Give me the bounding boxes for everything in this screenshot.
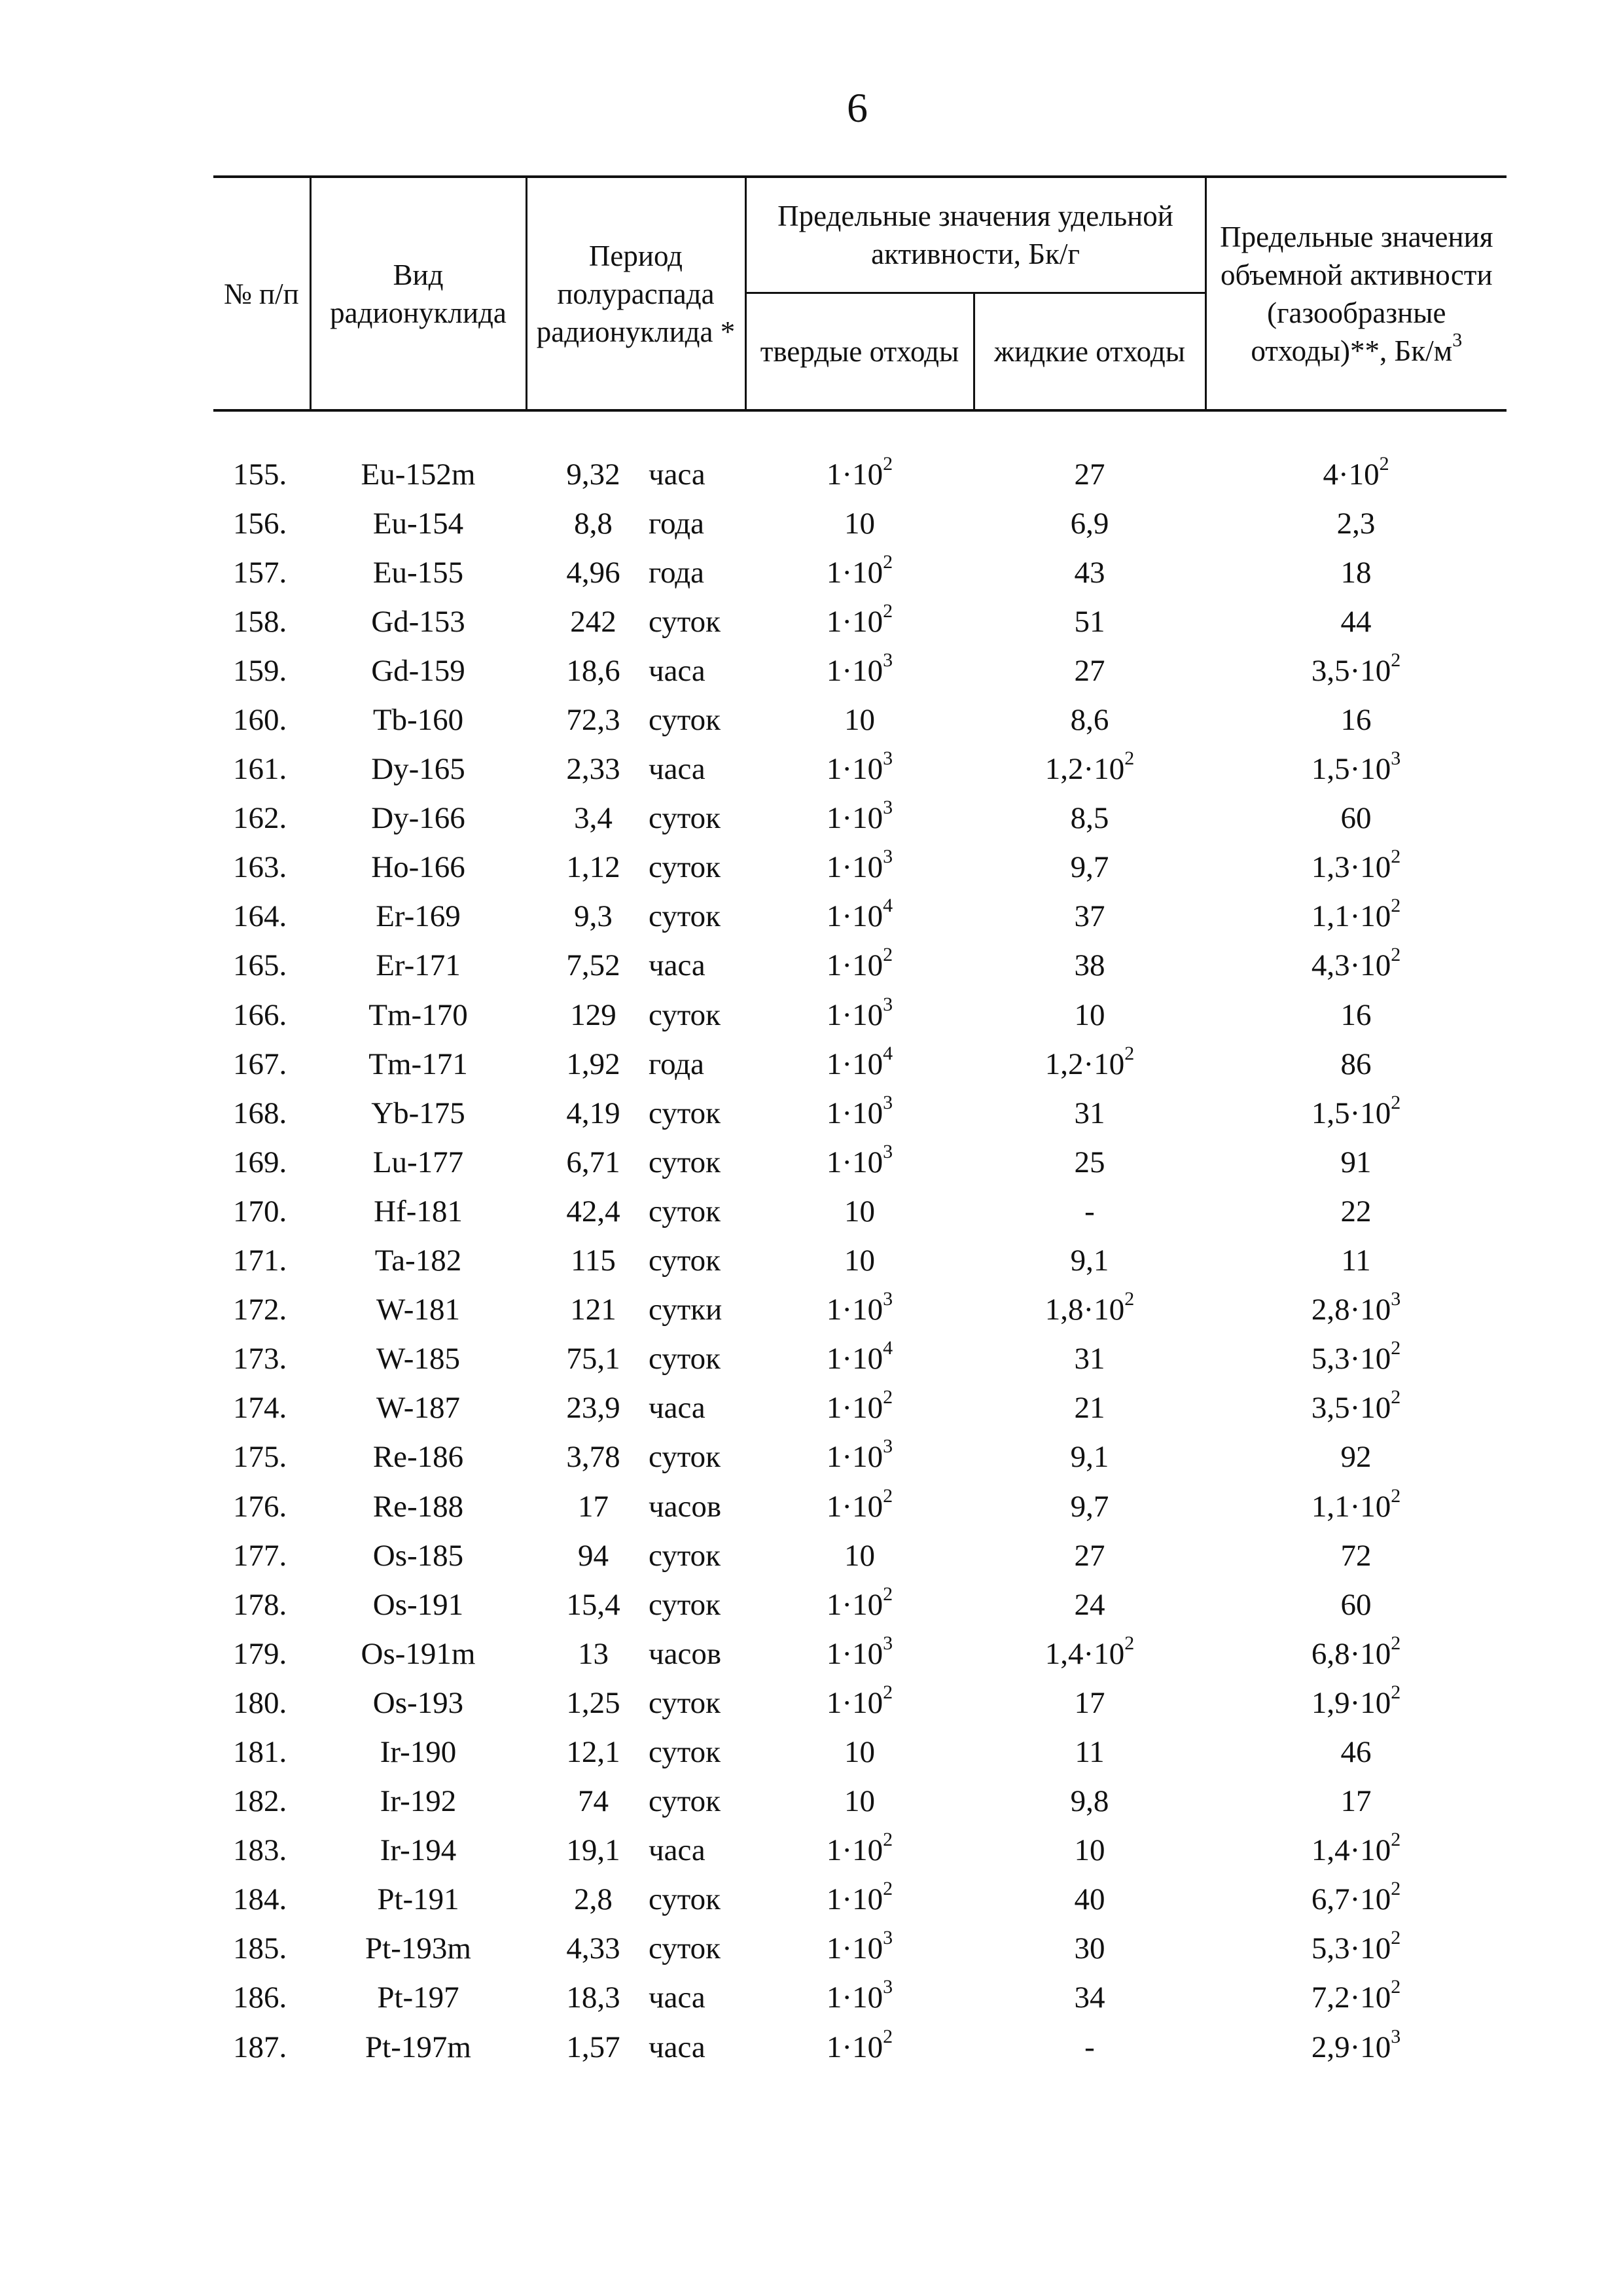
liquid-waste-limit: 8,5 <box>1070 801 1109 836</box>
table-row <box>213 1285 1507 1335</box>
half-life-value: 42,4 <box>566 1194 620 1229</box>
solid-waste-limit: $1\cdot 10^3$ <box>826 747 893 787</box>
liquid-waste-limit: 27 <box>1074 457 1105 492</box>
liquid-waste-limit: 9,8 <box>1070 1784 1109 1819</box>
nuclide-name: W-181 <box>376 1293 460 1327</box>
page-number: 6 <box>847 84 868 131</box>
half-life-unit: сутки <box>649 1293 722 1327</box>
half-life-value: 19,1 <box>566 1833 620 1868</box>
half-life-value: 3,78 <box>566 1440 620 1475</box>
half-life-unit: суток <box>649 1784 721 1819</box>
header-liquid-waste: жидкие отходы <box>974 293 1205 411</box>
table-row <box>213 548 1507 597</box>
nuclide-name: Ho-166 <box>371 850 465 885</box>
nuclide-name: Re-186 <box>372 1440 464 1475</box>
nuclide-name: Os-191 <box>372 1587 464 1622</box>
half-life-value: 18,3 <box>566 1981 620 2015</box>
gaseous-waste-limit: 2,3 <box>1336 506 1376 541</box>
table-row <box>213 2022 1507 2072</box>
nuclide-name: Pt-191 <box>377 1882 459 1917</box>
half-life-value: 7,52 <box>566 948 620 983</box>
gaseous-waste-limit: $6,8\cdot 10^2$ <box>1311 1632 1401 1671</box>
liquid-waste-limit: - <box>1084 1194 1095 1229</box>
nuclide-name: Lu-177 <box>372 1145 464 1179</box>
table-row <box>213 1138 1507 1187</box>
table-row <box>213 1875 1507 1924</box>
row-number: 169. <box>233 1145 287 1179</box>
nuclide-name: Tm-171 <box>368 1047 468 1081</box>
row-number: 172. <box>233 1293 287 1327</box>
half-life-unit: суток <box>649 1244 721 1278</box>
header-specific-activity: Предельные значения удельной активности, Бк/г <box>745 177 1205 293</box>
solid-waste-limit: $1\cdot 10^2$ <box>826 944 893 983</box>
row-number: 177. <box>233 1538 287 1573</box>
liquid-waste-limit: 34 <box>1074 1981 1105 2015</box>
gaseous-waste-limit: 11 <box>1341 1244 1371 1278</box>
table-row <box>213 695 1507 744</box>
nuclide-name: Eu-155 <box>372 555 464 590</box>
half-life-unit: часов <box>649 1636 722 1671</box>
liquid-waste-limit: 6,9 <box>1070 506 1109 541</box>
half-life-unit: суток <box>649 1440 721 1475</box>
liquid-waste-limit: $1,2\cdot 10^2$ <box>1044 747 1135 787</box>
solid-waste-limit: $1\cdot 10^2$ <box>826 1583 893 1622</box>
solid-waste-limit: 10 <box>844 1244 875 1278</box>
row-number: 186. <box>233 1981 287 2015</box>
table-row <box>213 990 1507 1039</box>
row-number: 174. <box>233 1391 287 1426</box>
gaseous-waste-limit: $7,2\cdot 10^2$ <box>1311 1976 1401 2015</box>
liquid-waste-limit: 37 <box>1074 899 1105 934</box>
liquid-waste-limit: 25 <box>1074 1145 1105 1179</box>
solid-waste-limit: $1\cdot 10^3$ <box>826 1976 893 2015</box>
row-number: 166. <box>233 997 287 1032</box>
nuclide-name: Ta-182 <box>374 1244 462 1278</box>
gaseous-waste-limit: 86 <box>1340 1047 1372 1081</box>
half-life-unit: суток <box>649 997 721 1032</box>
half-life-unit: года <box>649 506 705 541</box>
table-row <box>213 794 1507 843</box>
nuclide-name: W-185 <box>376 1342 460 1376</box>
solid-waste-limit: 10 <box>844 1538 875 1573</box>
gaseous-waste-limit: $1,5\cdot 10^3$ <box>1311 747 1401 787</box>
row-number: 163. <box>233 850 287 885</box>
table-row <box>213 1531 1507 1580</box>
nuclide-name: Yb-175 <box>371 1096 465 1130</box>
solid-waste-limit: 10 <box>844 703 875 738</box>
liquid-waste-limit: 17 <box>1074 1685 1105 1720</box>
table-row <box>213 1924 1507 1973</box>
table-row <box>213 1777 1507 1826</box>
nuclide-name: Dy-166 <box>371 801 465 836</box>
nuclide-name: Hf-181 <box>374 1194 463 1229</box>
header-half-life: Период полураспада радионуклида * <box>526 177 745 410</box>
table-header <box>213 177 1507 410</box>
liquid-waste-limit: $1,8\cdot 10^2$ <box>1044 1288 1135 1327</box>
half-life-value: 12,1 <box>566 1734 620 1769</box>
liquid-waste-limit: 38 <box>1074 948 1105 983</box>
half-life-value: 1,25 <box>566 1685 620 1720</box>
nuclide-name: Pt-197 <box>377 1981 459 2015</box>
half-life-unit: суток <box>649 1538 721 1573</box>
half-life-unit: суток <box>649 1685 721 1720</box>
half-life-unit: часа <box>649 948 705 983</box>
gaseous-waste-limit: 17 <box>1340 1784 1372 1819</box>
half-life-value: 9,32 <box>566 457 620 492</box>
half-life-value: 1,57 <box>566 2030 620 2064</box>
solid-waste-limit: $1\cdot 10^2$ <box>826 1386 893 1426</box>
nuclide-name: Eu-152m <box>361 457 476 492</box>
table-row <box>213 1678 1507 1727</box>
solid-waste-limit: $1\cdot 10^2$ <box>826 2025 893 2064</box>
nuclide-name: Ir-190 <box>380 1734 457 1769</box>
header-number: № п/п <box>223 277 299 310</box>
nuclide-name: Os-193 <box>372 1685 464 1720</box>
liquid-waste-limit: 31 <box>1074 1096 1105 1130</box>
solid-waste-limit: $1\cdot 10^3$ <box>826 797 893 836</box>
nuclide-name: Eu-154 <box>372 506 464 541</box>
gaseous-waste-limit: $6,7\cdot 10^2$ <box>1311 1878 1401 1917</box>
liquid-waste-limit: 30 <box>1074 1931 1105 1966</box>
half-life-value: 242 <box>570 604 616 639</box>
half-life-value: 1,92 <box>566 1047 620 1081</box>
row-number: 170. <box>233 1194 287 1229</box>
gaseous-waste-limit: 16 <box>1340 997 1372 1032</box>
nuclide-name: Os-191m <box>361 1636 476 1671</box>
solid-waste-limit: $1\cdot 10^3$ <box>826 649 893 688</box>
solid-waste-limit: $1\cdot 10^4$ <box>826 895 893 934</box>
solid-waste-limit: 10 <box>844 1194 875 1229</box>
header-volumetric-activity: Предельные значения объемной активности (газообразные отходы)**, $Бк/м^3$ <box>1205 177 1507 410</box>
half-life-unit: часа <box>649 1391 705 1426</box>
solid-waste-limit: $1\cdot 10^3$ <box>826 1927 893 1966</box>
half-life-value: 9,3 <box>574 899 613 934</box>
row-number: 167. <box>233 1047 287 1081</box>
half-life-value: 23,9 <box>566 1391 620 1426</box>
half-life-value: 72,3 <box>566 703 620 738</box>
gaseous-waste-limit: 22 <box>1340 1194 1372 1229</box>
table-row <box>213 450 1507 499</box>
gaseous-waste-limit: $4\cdot 10^2$ <box>1323 452 1389 492</box>
half-life-value: 15,4 <box>566 1587 620 1622</box>
table-body <box>213 410 1507 2072</box>
table-row <box>213 1236 1507 1285</box>
row-number: 173. <box>233 1342 287 1376</box>
gaseous-waste-limit: $1,1\cdot 10^2$ <box>1311 895 1401 934</box>
solid-waste-limit: $1\cdot 10^3$ <box>826 1435 893 1475</box>
half-life-unit: суток <box>649 1145 721 1179</box>
nuclide-name: Pt-197m <box>365 2030 471 2064</box>
gaseous-waste-limit: $1,5\cdot 10^2$ <box>1311 1091 1401 1130</box>
solid-waste-limit: $1\cdot 10^2$ <box>826 600 893 639</box>
half-life-value: 2,33 <box>566 752 620 787</box>
half-life-value: 13 <box>578 1636 609 1671</box>
solid-waste-limit: $1\cdot 10^2$ <box>826 1484 893 1524</box>
row-number: 162. <box>233 801 287 836</box>
liquid-waste-limit: $1,4\cdot 10^2$ <box>1044 1632 1135 1671</box>
gaseous-waste-limit: 60 <box>1340 1587 1372 1622</box>
solid-waste-limit: $1\cdot 10^2$ <box>826 1878 893 1917</box>
liquid-waste-limit: 27 <box>1074 1538 1105 1573</box>
half-life-unit: суток <box>649 1734 721 1769</box>
liquid-waste-limit: 9,1 <box>1070 1440 1109 1475</box>
half-life-value: 3,4 <box>574 801 613 836</box>
row-number: 165. <box>233 948 287 983</box>
nuclide-name: Tm-170 <box>368 997 468 1032</box>
row-number: 181. <box>233 1734 287 1769</box>
half-life-value: 94 <box>578 1538 609 1573</box>
nuclide-name: Dy-165 <box>371 752 465 787</box>
table-row <box>213 1629 1507 1678</box>
half-life-unit: часа <box>649 2030 705 2064</box>
gaseous-waste-limit: 46 <box>1340 1734 1372 1769</box>
row-number: 161. <box>233 752 287 787</box>
liquid-waste-limit: 24 <box>1074 1587 1105 1622</box>
liquid-waste-limit: 51 <box>1074 604 1105 639</box>
solid-waste-limit: $1\cdot 10^2$ <box>826 452 893 492</box>
header-nuclide: Вид радионуклида <box>310 177 526 410</box>
nuclide-name: Ir-192 <box>380 1784 457 1819</box>
gaseous-waste-limit: 44 <box>1340 604 1372 639</box>
half-life-unit: суток <box>649 801 721 836</box>
row-number: 157. <box>233 555 287 590</box>
row-number: 175. <box>233 1440 287 1475</box>
liquid-waste-limit: 21 <box>1074 1391 1105 1426</box>
table-row <box>213 597 1507 646</box>
gaseous-waste-limit: $2,9\cdot 10^3$ <box>1311 2025 1401 2064</box>
half-life-value: 8,8 <box>574 506 613 541</box>
solid-waste-limit: 10 <box>844 506 875 541</box>
half-life-value: 4,33 <box>566 1931 620 1966</box>
half-life-unit: суток <box>649 1194 721 1229</box>
nuclide-name: Gd-159 <box>371 653 465 688</box>
half-life-unit: суток <box>649 703 721 738</box>
half-life-value: 121 <box>570 1293 616 1327</box>
row-number: 176. <box>233 1489 287 1524</box>
half-life-value: 75,1 <box>566 1342 620 1376</box>
row-number: 158. <box>233 604 287 639</box>
table-row <box>213 892 1507 941</box>
liquid-waste-limit: $1,2\cdot 10^2$ <box>1044 1042 1135 1081</box>
table-row <box>213 499 1507 548</box>
solid-waste-limit: $1\cdot 10^3$ <box>826 1632 893 1671</box>
half-life-unit: суток <box>649 1587 721 1622</box>
half-life-value: 74 <box>578 1784 609 1819</box>
half-life-unit: часов <box>649 1489 722 1524</box>
liquid-waste-limit: 27 <box>1074 653 1105 688</box>
row-number: 156. <box>233 506 287 541</box>
half-life-unit: года <box>649 555 705 590</box>
gaseous-waste-limit: 72 <box>1340 1538 1372 1573</box>
half-life-unit: часа <box>649 653 705 688</box>
table-row <box>213 1973 1507 2022</box>
table-row <box>213 1088 1507 1138</box>
gaseous-waste-limit: $3,5\cdot 10^2$ <box>1311 1386 1401 1426</box>
radionuclide-table-container <box>213 175 1507 2072</box>
row-number: 180. <box>233 1685 287 1720</box>
gaseous-waste-limit: $5,3\cdot 10^2$ <box>1311 1927 1401 1966</box>
half-life-value: 4,19 <box>566 1096 620 1130</box>
nuclide-name: Pt-193m <box>365 1931 471 1966</box>
gaseous-waste-limit: $1,3\cdot 10^2$ <box>1311 846 1401 885</box>
row-number: 159. <box>233 653 287 688</box>
header-solid-waste: твердые отходы <box>745 293 974 411</box>
half-life-value: 2,8 <box>574 1882 613 1917</box>
table-row <box>213 1826 1507 1875</box>
row-number: 184. <box>233 1882 287 1917</box>
gaseous-waste-limit: $4,3\cdot 10^2$ <box>1311 944 1401 983</box>
half-life-unit: суток <box>649 1882 721 1917</box>
solid-waste-limit: $1\cdot 10^3$ <box>826 1288 893 1327</box>
half-life-unit: суток <box>649 899 721 934</box>
solid-waste-limit: $1\cdot 10^4$ <box>826 1042 893 1081</box>
liquid-waste-limit: 11 <box>1075 1734 1105 1769</box>
table-row <box>213 1580 1507 1629</box>
half-life-unit: суток <box>649 1342 721 1376</box>
solid-waste-limit: $1\cdot 10^2$ <box>826 1681 893 1720</box>
half-life-value: 18,6 <box>566 653 620 688</box>
solid-waste-limit: $1\cdot 10^3$ <box>826 846 893 885</box>
liquid-waste-limit: 8,6 <box>1070 703 1109 738</box>
half-life-unit: часа <box>649 1981 705 2015</box>
table-row <box>213 1384 1507 1433</box>
table-row <box>213 941 1507 990</box>
row-number: 160. <box>233 703 287 738</box>
solid-waste-limit: $1\cdot 10^3$ <box>826 1091 893 1130</box>
table-row <box>213 1187 1507 1236</box>
gaseous-waste-limit: $1,4\cdot 10^2$ <box>1311 1829 1401 1868</box>
solid-waste-limit: $1\cdot 10^4$ <box>826 1337 893 1376</box>
half-life-unit: суток <box>649 850 721 885</box>
nuclide-name: W-187 <box>376 1391 460 1426</box>
liquid-waste-limit: - <box>1084 2030 1095 2064</box>
gaseous-waste-limit: $2,8\cdot 10^3$ <box>1311 1288 1401 1327</box>
gaseous-waste-limit: 92 <box>1340 1440 1372 1475</box>
half-life-value: 129 <box>570 997 616 1032</box>
row-number: 178. <box>233 1587 287 1622</box>
gaseous-waste-limit: 18 <box>1340 555 1372 590</box>
gaseous-waste-limit: $1,9\cdot 10^2$ <box>1311 1681 1401 1720</box>
half-life-unit: часа <box>649 457 705 492</box>
row-number: 168. <box>233 1096 287 1130</box>
table-row <box>213 646 1507 695</box>
gaseous-waste-limit: 91 <box>1340 1145 1372 1179</box>
table-row <box>213 1433 1507 1482</box>
nuclide-name: Er-169 <box>376 899 461 934</box>
solid-waste-limit: $1\cdot 10^3$ <box>826 993 893 1032</box>
liquid-waste-limit: 10 <box>1074 997 1105 1032</box>
row-number: 155. <box>233 457 287 492</box>
half-life-value: 1,12 <box>566 850 620 885</box>
table-row <box>213 1727 1507 1776</box>
liquid-waste-limit: 43 <box>1074 555 1105 590</box>
half-life-value: 4,96 <box>566 555 620 590</box>
solid-waste-limit: 10 <box>844 1784 875 1819</box>
table-row <box>213 1482 1507 1531</box>
liquid-waste-limit: 31 <box>1074 1342 1105 1376</box>
gaseous-waste-limit: 16 <box>1340 703 1372 738</box>
nuclide-name: Re-188 <box>372 1489 464 1524</box>
half-life-unit: часа <box>649 1833 705 1868</box>
row-number: 182. <box>233 1784 287 1819</box>
gaseous-waste-limit: $1,1\cdot 10^2$ <box>1311 1484 1401 1524</box>
solid-waste-limit: 10 <box>844 1734 875 1769</box>
liquid-waste-limit: 40 <box>1074 1882 1105 1917</box>
nuclide-name: Os-185 <box>372 1538 464 1573</box>
half-life-value: 17 <box>578 1489 609 1524</box>
half-life-unit: суток <box>649 604 721 639</box>
row-number: 185. <box>233 1931 287 1966</box>
table-row <box>213 843 1507 892</box>
gaseous-waste-limit: 60 <box>1340 801 1372 836</box>
table-row <box>213 1335 1507 1384</box>
radionuclide-limits-table <box>213 175 1507 2072</box>
liquid-waste-limit: 10 <box>1074 1833 1105 1868</box>
liquid-waste-limit: 9,7 <box>1070 1489 1109 1524</box>
row-number: 183. <box>233 1833 287 1868</box>
table-row <box>213 1039 1507 1088</box>
half-life-unit: суток <box>649 1096 721 1130</box>
liquid-waste-limit: 9,1 <box>1070 1244 1109 1278</box>
half-life-unit: часа <box>649 752 705 787</box>
row-number: 179. <box>233 1636 287 1671</box>
half-life-value: 6,71 <box>566 1145 620 1179</box>
nuclide-name: Er-171 <box>376 948 461 983</box>
row-number: 187. <box>233 2030 287 2064</box>
solid-waste-limit: $1\cdot 10^2$ <box>826 1829 893 1868</box>
liquid-waste-limit: 9,7 <box>1070 850 1109 885</box>
solid-waste-limit: $1\cdot 10^2$ <box>826 550 893 590</box>
gaseous-waste-limit: $5,3\cdot 10^2$ <box>1311 1337 1401 1376</box>
half-life-value: 115 <box>571 1244 616 1278</box>
nuclide-name: Ir-194 <box>380 1833 457 1868</box>
gaseous-waste-limit: $3,5\cdot 10^2$ <box>1311 649 1401 688</box>
row-number: 171. <box>233 1244 287 1278</box>
row-number: 164. <box>233 899 287 934</box>
nuclide-name: Gd-153 <box>371 604 465 639</box>
solid-waste-limit: $1\cdot 10^3$ <box>826 1140 893 1179</box>
half-life-unit: суток <box>649 1931 721 1966</box>
nuclide-name: Tb-160 <box>372 703 464 738</box>
table-row <box>213 745 1507 794</box>
half-life-unit: года <box>649 1047 705 1081</box>
